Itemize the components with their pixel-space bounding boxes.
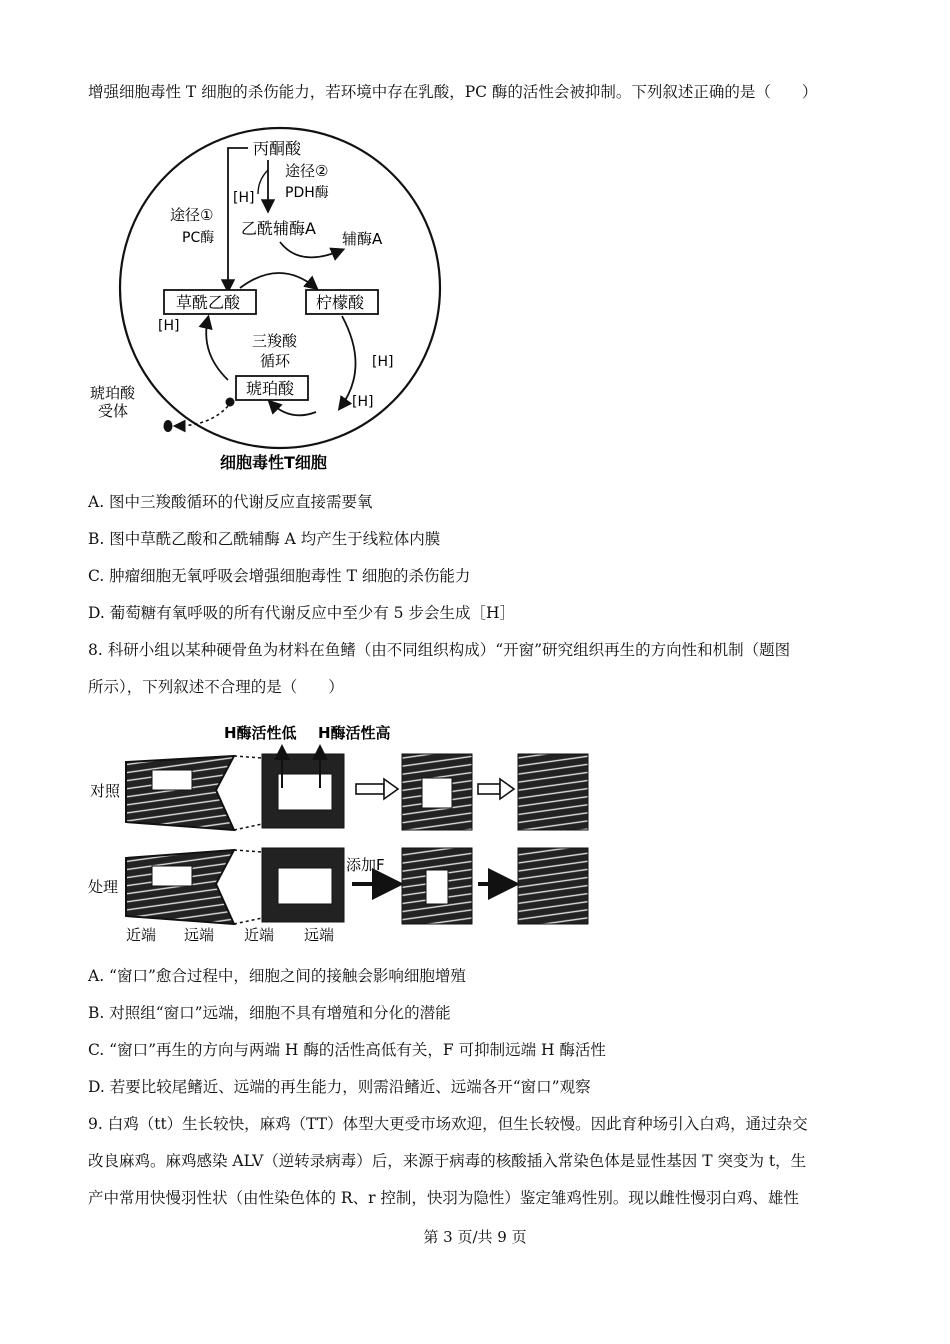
treatment-zoom-top (234, 850, 262, 852)
succinate-receptor (164, 420, 173, 432)
treatment-stage-2-hole (426, 870, 448, 904)
proximal-label-2: 近端 (244, 926, 275, 944)
receptor-label-2: 受体 (98, 402, 129, 420)
coa-label: 辅酶A (342, 230, 383, 248)
q8-stem-line-1: 8. 科研小组以某种硬骨鱼为材料在鱼鳍（由不同组织构成）“开窗”研究组织再生的方向性和机制（题图 (88, 641, 791, 659)
control-window-hole (278, 774, 332, 810)
pdh-label: PDH酶 (285, 185, 329, 201)
path1-label: 途径① (170, 206, 214, 224)
citrate-label: 柠檬酸 (316, 293, 365, 312)
distal-label-1: 远端 (184, 926, 215, 944)
control-fin-window (152, 770, 192, 790)
q7-option-b: B. 图中草酰乙酸和乙酰辅酶 A 均产生于线粒体内膜 (88, 530, 441, 548)
q9-stem-line-2: 改良麻鸡。麻鸡感染 ALV（逆转录病毒）后，来源于病毒的核酸插入常染色体是显性基因 T 突变为 t，生 (88, 1152, 807, 1170)
distal-label-2: 远端 (304, 926, 335, 944)
treatment-stage-3 (518, 848, 588, 924)
h-high-label: H酶活性高 (318, 724, 391, 742)
cycle-left-arc (206, 318, 228, 380)
treatment-zoom-bottom (234, 918, 262, 924)
cycle-bottom-arc (270, 402, 316, 415)
h-right-label-1: [H] (372, 354, 394, 370)
tca-label-2: 循环 (260, 352, 291, 370)
treatment-label: 处理 (88, 878, 119, 896)
q9-stem-line-3: 产中常用快慢羽性状（由性染色体的 R、r 控制，快羽为隐性）鉴定雏鸡性别。现以雌性慢羽白鸡、雄性 (88, 1189, 799, 1207)
control-zoom-bottom (234, 824, 262, 830)
q8-option-c: C. “窗口”再生的方向与两端 H 酶的活性高低有关，F 可抑制远端 H 酶活性 (88, 1041, 606, 1059)
add-f-label: 添加F (346, 856, 385, 874)
h-left-label: [H] (158, 318, 180, 334)
q9-stem-line-1: 9. 白鸡（tt）生长较快，麻鸡（TT）体型大更受市场欢迎，但生长较慢。因此育种场引入白鸡，通过杂交 (88, 1115, 808, 1133)
pc-label: PC酶 (182, 230, 215, 246)
fin-regeneration-diagram (84, 718, 604, 948)
control-label: 对照 (90, 782, 121, 800)
cell-label: 细胞毒性T细胞 (220, 453, 327, 472)
receptor-label-1: 琥珀酸 (90, 384, 136, 402)
q8-option-d: D. 若要比较尾鳍近、远端的再生能力，则需沿鳍近、远端各开“窗口”观察 (88, 1078, 591, 1096)
q8-option-a: A. “窗口”愈合过程中，细胞之间的接触会影响细胞增殖 (88, 967, 466, 985)
page-footer: 第 3 页/共 9 页 (423, 1228, 527, 1246)
h-top-label: [H] (233, 190, 255, 206)
h-right-label-2: [H] (352, 394, 374, 410)
tca-label-1: 三羧酸 (252, 332, 298, 350)
treatment-fin (126, 850, 234, 924)
path2-label: 途径② (285, 162, 329, 180)
control-fin (126, 756, 234, 830)
q8-stem-line-2: 所示），下列叙述不合理的是（ ） (88, 678, 344, 696)
h-low-label: H酶活性低 (224, 724, 297, 742)
oxaloacetate-label: 草酰乙酸 (176, 293, 241, 312)
intro-text: 增强细胞毒性 T 细胞的杀伤能力，若环境中存在乳酸，PC 酶的活性会被抑制。下列叙述正确的是（ ） (88, 83, 818, 101)
h-branch-arrow (258, 170, 268, 194)
tca-cycle-diagram (80, 118, 460, 478)
treatment-fin-window (152, 866, 192, 886)
treatment-window-hole (278, 868, 332, 904)
control-open-arrow-1-head (384, 779, 398, 799)
control-open-arrow-1 (356, 784, 384, 794)
control-zoom-top (234, 756, 262, 758)
proximal-label-1: 近端 (126, 926, 157, 944)
control-stage-2-hole (422, 778, 452, 808)
arrow-to-citrate (240, 273, 316, 288)
q8-option-b: B. 对照组“窗口”远端，细胞不具有增殖和分化的潜能 (88, 1004, 451, 1022)
q7-option-a: A. 图中三羧酸循环的代谢反应直接需要氧 (88, 493, 373, 511)
pyruvate-label: 丙酮酸 (253, 139, 302, 158)
acetyl-coa-label: 乙酰辅酶A (241, 219, 316, 238)
control-open-arrow-2 (478, 784, 500, 794)
arrow-coa (280, 242, 342, 257)
succinate-label: 琥珀酸 (246, 379, 295, 398)
q7-option-d: D. 葡萄糖有氧呼吸的所有代谢反应中至少有 5 步会生成［H］ (88, 604, 515, 622)
q7-option-c: C. 肿瘤细胞无氧呼吸会增强细胞毒性 T 细胞的杀伤能力 (88, 567, 471, 585)
control-stage-3 (518, 754, 588, 830)
succinate-exit-dot (226, 398, 235, 407)
control-open-arrow-2-head (500, 779, 514, 799)
